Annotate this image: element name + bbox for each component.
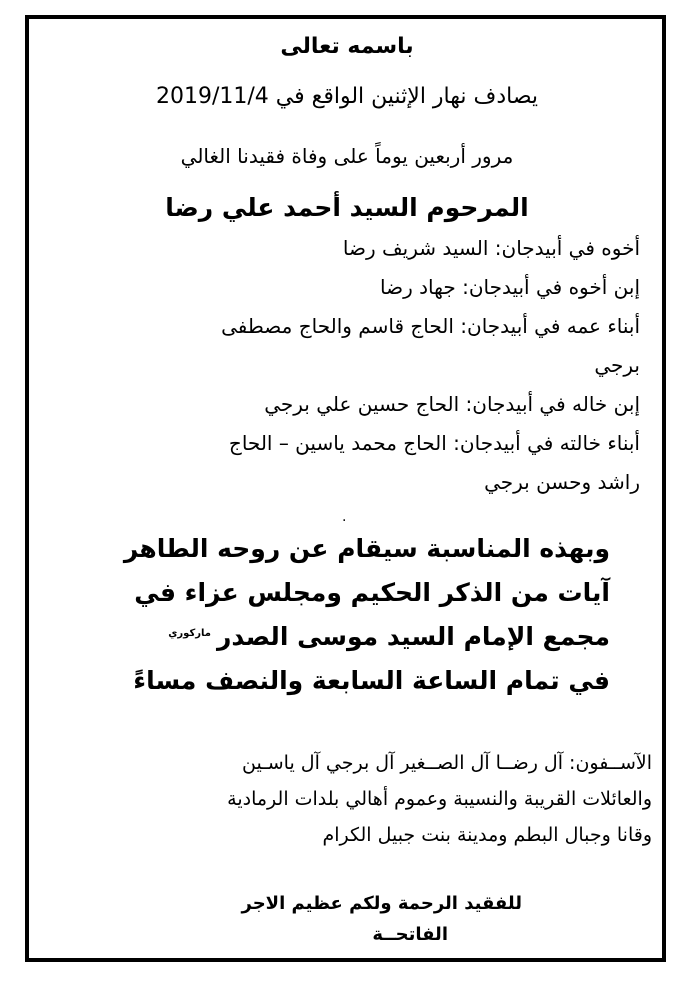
mourners-line-3: وقانا وجبال البطم ومدينة بنت جبيل الكرام [322,824,652,846]
relative-line-brother: أخوه في أبيدجان: السيد شريف رضا [342,236,640,260]
relative-line-cousins-paternal-cont: برجي [594,353,640,377]
announcement-venue: مجمع الإمام السيد موسى الصدر [216,622,610,651]
announcement-line-2: آيات من الذكر الحكيم ومجلس عزاء في [134,578,610,607]
mourners-line-1: الآســفون: آل رضــا آل الصــغير آل برجي آل ياسـين [241,752,652,774]
relative-line-cousins-maternal-aunt: أبناء خالته في أبيدجان: الحاج محمد ياسين – الحاج [228,431,640,455]
announcement-line-3 [168,622,610,651]
announcement-line-4: في تمام الساعة السابعة والنصف مساءً [133,666,610,695]
separator-dot: . [342,509,347,525]
closing-fatiha: الفاتحــة [372,924,448,945]
relative-line-cousins-maternal-aunt-cont: راشد وحسن برجي [484,470,640,494]
relative-line-nephew: إبن أخوه في أبيدجان: جهاد رضا [380,275,640,299]
basmala-heading: باسمه تعالى [280,34,414,59]
venue-note: ماركوري [168,627,211,639]
mourners-line-2: والعائلات القريبة والنسيبة وعموم أهالي بلدات الرمادية [227,788,652,810]
date-line: يصادف نهار الإثنين الواقع في 2019/11/4 [155,84,539,109]
deceased-name: المرحوم السيد أحمد علي رضا [165,193,529,222]
closing-line-1: للفقيد الرحمة ولكم عظيم الاجر [241,893,522,914]
relative-line-cousins-paternal: أبناء عمه في أبيدجان: الحاج قاسم والحاج مصطفى [221,314,640,338]
announcement-line-1: وبهذه المناسبة سيقام عن روحه الطاهر [123,534,610,563]
relative-line-cousin-maternal: إبن خاله في أبيدجان: الحاج حسين علي برجي [264,392,640,416]
occasion-line: مرور أربعين يوماً على وفاة فقيدنا الغالي [180,144,514,168]
